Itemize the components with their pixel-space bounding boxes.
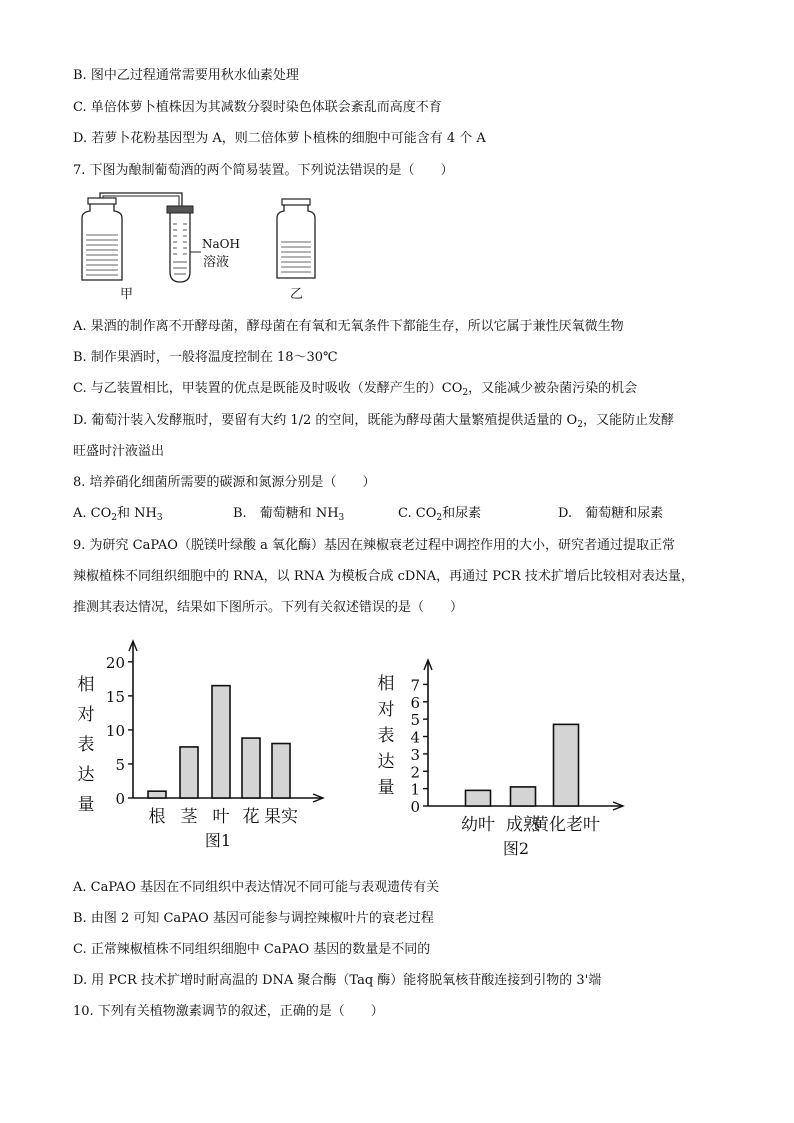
- figure-caption: 图2: [502, 839, 530, 858]
- q9-option-c: C. 正常辣椒植株不同组织细胞中 CaPAO 基因的数量是不同的: [73, 942, 431, 957]
- y-axis-label-char: 达: [377, 752, 395, 772]
- y-tick-label: 10: [105, 721, 125, 740]
- q9-stem-line1: 9. 为研究 CaPAO（脱镁叶绿酸 a 氧化酶）基因在辣椒衰老过程中调控作用的大小，研究者通过提取正常: [73, 538, 675, 553]
- bar: [242, 738, 260, 798]
- y-axis-label-char: 相: [377, 674, 395, 694]
- bar: [212, 686, 230, 798]
- q7-option-d-continued: 旺盛时汁液溢出: [73, 444, 165, 459]
- y-tick-label: 0: [410, 798, 420, 816]
- q8-option-a: A. $CO_2$和 $NH_3$: [73, 506, 163, 523]
- y-axis-label-char: 对: [77, 705, 95, 725]
- figure-1-bar-chart: [68, 638, 338, 863]
- y-tick-label: 2: [410, 763, 420, 782]
- x-category-label: 花: [242, 807, 260, 827]
- q9-option-b: B. 由图 2 可知 CaPAO 基因可能参与调控辣椒叶片的衰老过程: [73, 911, 434, 926]
- y-axis-label-char: 对: [377, 700, 395, 720]
- q10-stem: 10. 下列有关植物激素调节的叙述，正确的是（ ）: [73, 1004, 384, 1019]
- q7-option-b: B. 制作果酒时，一般将温度控制在 18～30℃: [73, 350, 338, 365]
- apparatus-jia-test-tube: [167, 206, 201, 282]
- q7-option-c: C. 与乙装置相比，甲装置的优点是既能及时吸收（发酵产生的）$CO_2$，又能减少被杂菌污染的机会: [73, 381, 638, 398]
- y-axis-label-char: 相: [77, 675, 95, 695]
- y-axis-label-char: 达: [77, 765, 95, 785]
- q7-apparatus-figure: [70, 190, 330, 305]
- apparatus-yi-bottle: [277, 199, 315, 278]
- bar: [148, 791, 166, 798]
- x-category-label: 黄化老叶: [532, 815, 600, 835]
- bar: [180, 747, 198, 798]
- bar: [272, 744, 290, 798]
- q8-stem: 8. 培养硝化细菌所需要的碳源和氮源分别是（ ）: [73, 475, 376, 490]
- q9-option-d: D. 用 PCR 技术扩增时耐高温的 DNA 聚合酶（Taq 酶）能将脱氧核苷酸连接到引物的 3'端: [73, 973, 602, 988]
- y-tick-label: 5: [115, 755, 125, 774]
- figure-2-bar-chart: [368, 634, 638, 859]
- x-category-label: 成熟: [506, 815, 540, 835]
- q6-option-d: D. 若萝卜花粉基因型为 A，则二倍体萝卜植株的细胞中可能含有 4 个 A: [73, 131, 486, 146]
- y-tick-label: 0: [115, 790, 125, 808]
- y-axis-label-char: 量: [77, 795, 95, 815]
- y-tick-label: 3: [410, 745, 420, 764]
- figure-caption: 图1: [204, 831, 232, 850]
- y-tick-label: 20: [105, 653, 125, 672]
- bar: [466, 790, 491, 806]
- q6-option-b: B. 图中乙过程通常需要用秋水仙素处理: [73, 68, 299, 83]
- bar: [554, 724, 579, 806]
- y-axis-label-char: 量: [377, 778, 395, 798]
- x-category-label: 叶: [212, 807, 230, 827]
- q7-stem: 7. 下图为酿制葡萄酒的两个简易装置。下列说法错误的是（ ）: [73, 163, 454, 178]
- x-category-label: 茎: [180, 807, 198, 827]
- x-category-label: 根: [148, 807, 166, 827]
- naoh-label: NaOH: [202, 237, 240, 251]
- y-tick-label: 4: [410, 728, 420, 747]
- q8-option-b: B. 葡萄糖和 $NH_3$: [233, 506, 345, 523]
- q8-options-row: [73, 505, 723, 523]
- x-category-label: 果实: [264, 807, 298, 827]
- y-tick-label: 5: [410, 711, 420, 730]
- y-axis-label-char: 表: [377, 726, 395, 746]
- q7-option-d: D. 葡萄汁装入发酵瓶时，要留有大约 1/2 的空间，既能为酵母菌大量繁殖提供适量的 $O_2$，又能防止发酵: [73, 413, 674, 430]
- q7-option-a: A. 果酒的制作离不开酵母菌，酵母菌在有氧和无氧条件下都能生存，所以它属于兼性厌氧微生物: [73, 319, 624, 334]
- rongye-label: 溶液: [203, 255, 230, 270]
- q6-option-c: C. 单倍体萝卜植株因为其减数分裂时染色体联会紊乱而高度不育: [73, 100, 442, 115]
- y-tick-label: 6: [410, 693, 420, 712]
- q8-option-c: C. $CO_2$和尿素: [398, 506, 482, 523]
- y-tick-label: 1: [410, 780, 420, 799]
- yi-label: 乙: [290, 287, 304, 302]
- q9-option-a: A. CaPAO 基因在不同组织中表达情况不同可能与表观遗传有关: [73, 880, 440, 895]
- y-tick-label: 15: [105, 687, 125, 706]
- x-category-label: 幼叶: [461, 815, 495, 835]
- bar: [511, 787, 536, 806]
- y-axis-label-char: 表: [77, 735, 95, 755]
- y-tick-label: 7: [410, 676, 420, 695]
- q8-option-d: D. 葡萄糖和尿素: [558, 506, 664, 521]
- q9-stem-line3: 推测其表达情况，结果如下图所示。下列有关叙述错误的是（ ）: [73, 600, 464, 615]
- q9-stem-line2: 辣椒植株不同组织细胞中的 RNA，以 RNA 为模板合成 cDNA，再通过 PCR 技术扩增后比较相对表达量，: [73, 569, 694, 584]
- apparatus-jia-bottle: [82, 198, 122, 280]
- jia-label: 甲: [120, 287, 134, 302]
